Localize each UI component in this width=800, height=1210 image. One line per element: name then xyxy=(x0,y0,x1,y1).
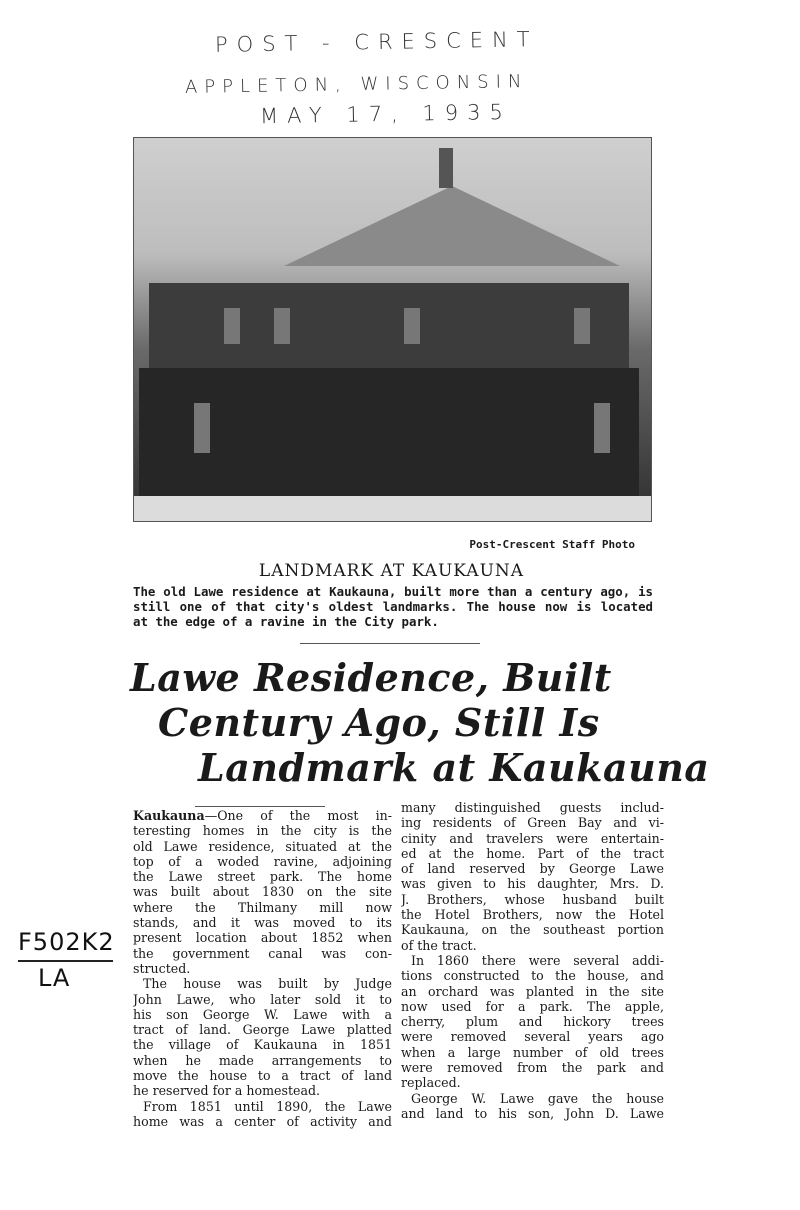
article-line-text: his son George W. Lawe with a xyxy=(133,1006,392,1022)
article-line xyxy=(133,854,392,869)
article-line xyxy=(133,884,392,899)
article-line xyxy=(401,815,664,830)
article-line xyxy=(133,823,392,838)
article-line-text: he reserved for a homestead. xyxy=(133,1083,321,1099)
article-line-text: John Lawe, who later sold it to xyxy=(133,991,392,1007)
article-line xyxy=(401,800,664,815)
article-line-text: —One of the most in- xyxy=(204,808,392,823)
article-line xyxy=(401,984,664,999)
article-line-text: ed at the home. Part of the tract xyxy=(401,845,664,861)
article-line-text: when he made arrangements to xyxy=(133,1052,392,1068)
article-line-text: home was a center of activity and xyxy=(133,1113,392,1129)
article-line xyxy=(133,992,392,1007)
article-line-text: now used for a park. The apple, xyxy=(401,998,664,1014)
article-line-text: the village of Kaukauna in 1851 xyxy=(133,1037,392,1053)
article-line xyxy=(401,831,664,846)
article-line-text: cinity and travelers were entertain- xyxy=(401,830,664,846)
article-line-text: the Lawe street park. The home xyxy=(133,869,392,885)
article-line-text: tions constructed to the house, and xyxy=(401,968,664,984)
article-column-1 xyxy=(133,808,392,1129)
article-line-text: replaced. xyxy=(401,1075,461,1091)
article-line-text: J. Brothers, whose husband built xyxy=(401,891,664,907)
margin-note-initials: LA xyxy=(38,964,71,992)
article-line xyxy=(401,1106,664,1121)
handwritten-location: APPLETON, WISCONSIN xyxy=(184,71,529,98)
article-line xyxy=(401,861,664,876)
divider xyxy=(300,643,480,644)
dateline: Kaukauna xyxy=(133,808,205,823)
article-line xyxy=(401,1060,664,1075)
article-line-text: an orchard was planted in the site xyxy=(401,983,664,999)
handwritten-newspaper-name: POST - CRESCENT xyxy=(214,27,539,57)
article-line-text: Kaukauna, on the southeast portion xyxy=(401,922,664,938)
article-line xyxy=(401,907,664,922)
article-line-text: ing residents of Green Bay and vi- xyxy=(401,815,664,831)
headline-line-2: Century Ago, Still Is xyxy=(158,700,600,745)
article-line-text: was built about 1830 on the site xyxy=(133,884,392,900)
article-line-text: of land reserved by George Lawe xyxy=(401,861,664,877)
headline-line-3: Landmark at Kaukauna xyxy=(198,745,710,790)
article-line xyxy=(133,1037,392,1052)
article-line xyxy=(133,808,392,823)
article-line xyxy=(401,1091,664,1106)
article-line-text: top of a woded ravine, adjoining xyxy=(133,853,392,869)
article-line xyxy=(133,1114,392,1129)
article-line-text: From 1851 until 1890, the Lawe xyxy=(143,1098,392,1114)
article-line xyxy=(133,869,392,884)
article-line xyxy=(401,938,664,953)
article-line xyxy=(401,999,664,1014)
article-line xyxy=(401,968,664,983)
article-line-text: move the house to a tract of land xyxy=(133,1068,392,1084)
article-line-text: George W. Lawe gave the house xyxy=(411,1090,664,1106)
article-line-text: The house was built by Judge xyxy=(143,976,392,992)
article-line xyxy=(133,900,392,915)
handwritten-date: MAY 17, 1935 xyxy=(259,99,513,129)
article-line xyxy=(401,876,664,891)
article-line xyxy=(133,930,392,945)
article-line-text: of the tract. xyxy=(401,937,477,953)
article-line-text: old Lawe residence, situated at the xyxy=(133,838,392,854)
article-line-text: and land to his son, John D. Lawe xyxy=(401,1105,664,1121)
article-line-text: were removed from the park and xyxy=(401,1060,664,1076)
article-line-text: the Hotel Brothers, now the Hotel xyxy=(401,907,664,923)
article-line-text: present location about 1852 when xyxy=(133,930,392,946)
article-line-text: teresting homes in the city is the xyxy=(133,823,392,839)
article-line xyxy=(401,846,664,861)
article-line-text: tract of land. George Lawe platted xyxy=(133,1022,392,1038)
article-line xyxy=(401,922,664,937)
column-rule xyxy=(195,806,325,807)
article-line-text: was given to his daughter, Mrs. D. xyxy=(401,876,664,892)
article-line xyxy=(133,1083,392,1098)
article-line xyxy=(401,953,664,968)
article-line-text: the government canal was con- xyxy=(133,945,392,961)
article-line-text: were removed several years ago xyxy=(401,1029,664,1045)
article-line xyxy=(133,961,392,976)
house-photo xyxy=(133,137,652,522)
article-line xyxy=(133,946,392,961)
headline-line-1: Lawe Residence, Built xyxy=(130,655,612,700)
margin-note-rule xyxy=(18,960,113,962)
article-line xyxy=(133,1068,392,1083)
article-line xyxy=(133,839,392,854)
article-line xyxy=(133,1099,392,1114)
article-line-text: cherry, plum and hickory trees xyxy=(401,1014,664,1030)
article-line-text: when a large number of old trees xyxy=(401,1044,664,1060)
article-line xyxy=(133,1007,392,1022)
article-line xyxy=(401,1045,664,1060)
caption-text: The old Lawe residence at Kaukauna, built more than a century ago, is still one of that city's oldest landmarks. The house now is located at the edge of a ravine in the City park. xyxy=(133,584,653,629)
caption-heading: LANDMARK AT KAUKAUNA xyxy=(258,561,525,581)
article-line-text: where the Thilmany mill now xyxy=(133,899,392,915)
photo-credit: Post-Crescent Staff Photo xyxy=(469,538,635,551)
article-line-text: stands, and it was moved to its xyxy=(133,915,392,931)
article-line xyxy=(133,976,392,991)
margin-note-code: F502K2 xyxy=(18,928,115,956)
article-line xyxy=(401,1014,664,1029)
article-line xyxy=(133,1053,392,1068)
article-column-2 xyxy=(401,800,664,1121)
article-line xyxy=(401,1075,664,1090)
article-line xyxy=(401,892,664,907)
article-line xyxy=(133,1022,392,1037)
article-line-text: In 1860 there were several addi- xyxy=(411,952,664,968)
article-line xyxy=(401,1029,664,1044)
article-line xyxy=(133,915,392,930)
article-line-text: many distinguished guests includ- xyxy=(401,800,664,815)
article-line-text: structed. xyxy=(133,960,191,976)
